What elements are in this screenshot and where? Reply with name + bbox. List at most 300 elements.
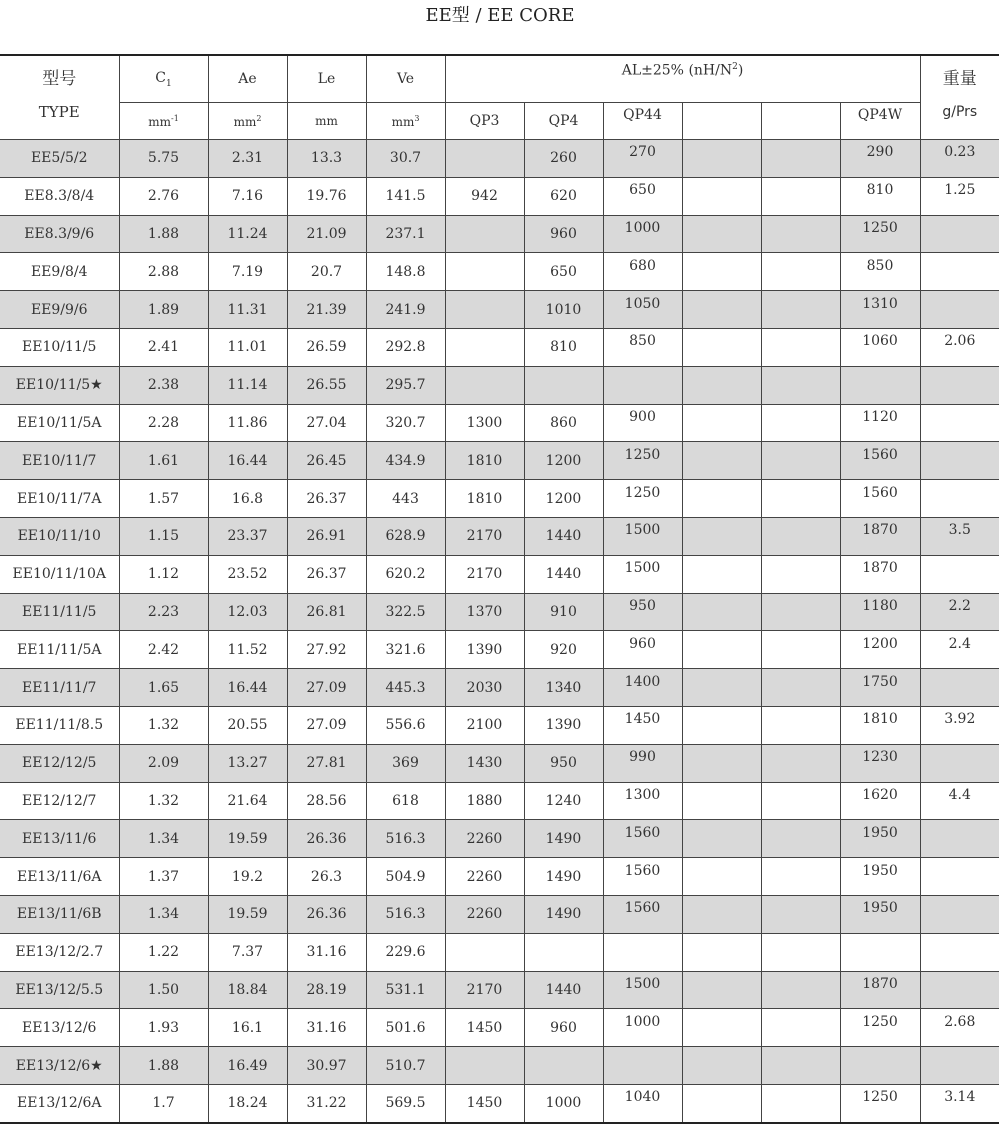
ve-cell: 620.2 [366, 555, 445, 593]
blank-col-2-header [761, 103, 840, 140]
qp4w-header: QP4W [840, 103, 920, 140]
blank-cell [682, 782, 761, 820]
ae-cell: 11.86 [208, 404, 287, 442]
qp4w-cell: 1870 [840, 971, 920, 1009]
qp4-cell: 1440 [524, 555, 603, 593]
table-row [0, 328, 999, 366]
blank-col-1-header [682, 103, 761, 140]
c1-cell: 1.34 [119, 895, 208, 933]
qp4-cell: 650 [524, 253, 603, 291]
type-cell: EE11/11/7 [0, 669, 119, 707]
qp4w-cell: 810 [840, 177, 920, 215]
blank-cell [761, 858, 840, 896]
type-cell: EE13/11/6A [0, 858, 119, 896]
type-cell: EE10/11/5 [0, 328, 119, 366]
table-row [0, 140, 999, 178]
ae-cell: 7.37 [208, 933, 287, 971]
qp4w-cell: 1950 [840, 858, 920, 896]
table-row [0, 517, 999, 555]
c1-cell: 2.38 [119, 366, 208, 404]
qp44-header: QP44 [603, 103, 682, 140]
le-cell: 21.39 [287, 291, 366, 329]
blank-cell [761, 291, 840, 329]
ve-cell: 321.6 [366, 631, 445, 669]
qp4-cell: 950 [524, 744, 603, 782]
c1-cell: 1.15 [119, 517, 208, 555]
blank-cell [761, 782, 840, 820]
type-cell: EE9/9/6 [0, 291, 119, 329]
table-row [0, 291, 999, 329]
ve-cell: 237.1 [366, 215, 445, 253]
ve-cell: 618 [366, 782, 445, 820]
table-row [0, 1084, 999, 1122]
type-cell: EE9/8/4 [0, 253, 119, 291]
weight-cell: 3.5 [920, 517, 999, 555]
table-row [0, 1009, 999, 1047]
ve-cell: 628.9 [366, 517, 445, 555]
blank-cell [761, 1084, 840, 1122]
le-cell: 27.09 [287, 706, 366, 744]
qp4w-cell [840, 1047, 920, 1085]
qp44-cell: 960 [603, 631, 682, 669]
table-row [0, 555, 999, 593]
qp3-cell [445, 140, 524, 178]
qp3-cell: 2170 [445, 555, 524, 593]
qp4-cell: 1200 [524, 480, 603, 518]
qp3-cell: 1450 [445, 1084, 524, 1122]
type-cell: EE5/5/2 [0, 140, 119, 178]
weight-cell [920, 744, 999, 782]
le-cell: 21.09 [287, 215, 366, 253]
qp3-cell [445, 328, 524, 366]
blank-cell [761, 480, 840, 518]
le-cell: 26.59 [287, 328, 366, 366]
le-cell: 31.16 [287, 933, 366, 971]
weight-cell: 2.4 [920, 631, 999, 669]
weight-cell: 2.06 [920, 328, 999, 366]
c1-cell: 5.75 [119, 140, 208, 178]
qp44-cell: 270 [603, 140, 682, 178]
blank-cell [682, 177, 761, 215]
qp3-cell: 1370 [445, 593, 524, 631]
ve-cell: 295.7 [366, 366, 445, 404]
le-cell: 27.81 [287, 744, 366, 782]
qp3-cell [445, 215, 524, 253]
qp4w-cell: 1870 [840, 555, 920, 593]
c1-cell: 1.88 [119, 1047, 208, 1085]
qp4w-cell: 1310 [840, 291, 920, 329]
qp3-cell [445, 1047, 524, 1085]
qp4w-cell: 1060 [840, 328, 920, 366]
ve-cell: 504.9 [366, 858, 445, 896]
le-cell: 26.45 [287, 442, 366, 480]
ve-cell: 369 [366, 744, 445, 782]
table-row [0, 593, 999, 631]
weight-cell [920, 669, 999, 707]
c1-cell: 2.76 [119, 177, 208, 215]
c1-cell: 1.37 [119, 858, 208, 896]
qp4-cell: 1440 [524, 971, 603, 1009]
ve-header: Ve [366, 55, 445, 103]
qp44-cell: 1300 [603, 782, 682, 820]
ae-cell: 11.24 [208, 215, 287, 253]
qp3-cell [445, 933, 524, 971]
c1-cell: 2.88 [119, 253, 208, 291]
table-row [0, 177, 999, 215]
qp4-cell: 910 [524, 593, 603, 631]
ae-cell: 18.84 [208, 971, 287, 1009]
blank-cell [682, 555, 761, 593]
ve-cell: 30.7 [366, 140, 445, 178]
blank-cell [682, 593, 761, 631]
blank-cell [682, 328, 761, 366]
blank-cell [761, 366, 840, 404]
blank-cell [682, 933, 761, 971]
blank-cell [761, 140, 840, 178]
blank-cell [682, 1047, 761, 1085]
qp4w-cell [840, 366, 920, 404]
qp4w-cell: 1560 [840, 480, 920, 518]
qp3-header: QP3 [445, 103, 524, 140]
table-row [0, 215, 999, 253]
qp44-cell: 1450 [603, 706, 682, 744]
weight-cell [920, 442, 999, 480]
type-en-header: TYPE [0, 103, 119, 140]
ae-cell: 7.16 [208, 177, 287, 215]
qp4-cell [524, 366, 603, 404]
blank-cell [682, 744, 761, 782]
qp44-cell: 1250 [603, 480, 682, 518]
le-cell: 28.56 [287, 782, 366, 820]
ae-cell: 16.44 [208, 442, 287, 480]
qp3-cell: 2260 [445, 858, 524, 896]
blank-cell [761, 177, 840, 215]
c1-cell: 2.42 [119, 631, 208, 669]
ae-cell: 11.01 [208, 328, 287, 366]
c1-cell: 1.12 [119, 555, 208, 593]
qp4-cell: 810 [524, 328, 603, 366]
blank-cell [682, 291, 761, 329]
qp4-cell: 920 [524, 631, 603, 669]
weight-cell [920, 971, 999, 1009]
le-cell: 26.37 [287, 480, 366, 518]
qp3-cell: 2030 [445, 669, 524, 707]
table-row [0, 971, 999, 1009]
qp3-cell: 2260 [445, 895, 524, 933]
weight-cell [920, 555, 999, 593]
type-header: 型号 [0, 55, 119, 103]
c1-cell: 1.32 [119, 782, 208, 820]
qp3-cell: 942 [445, 177, 524, 215]
qp4w-cell: 1200 [840, 631, 920, 669]
ae-cell: 21.64 [208, 782, 287, 820]
al-header: AL±25% $(nH/N^2)$ [445, 55, 920, 103]
weight-cell: 3.92 [920, 706, 999, 744]
ae-cell: 16.1 [208, 1009, 287, 1047]
qp44-cell: 650 [603, 177, 682, 215]
blank-cell [682, 215, 761, 253]
blank-cell [682, 140, 761, 178]
blank-cell [682, 631, 761, 669]
type-cell: EE8.3/8/4 [0, 177, 119, 215]
c1-cell: 1.32 [119, 706, 208, 744]
page-title: EE型 / EE CORE [425, 5, 575, 26]
qp4w-cell: 1250 [840, 215, 920, 253]
le-cell: 26.81 [287, 593, 366, 631]
qp3-cell: 1450 [445, 1009, 524, 1047]
type-cell: EE10/11/7A [0, 480, 119, 518]
ae-cell: 19.2 [208, 858, 287, 896]
qp44-cell [603, 1047, 682, 1085]
le-cell: 28.19 [287, 971, 366, 1009]
ae-cell: 23.52 [208, 555, 287, 593]
blank-cell [682, 1084, 761, 1122]
blank-cell [682, 480, 761, 518]
blank-cell [761, 593, 840, 631]
qp3-cell [445, 366, 524, 404]
blank-cell [761, 971, 840, 1009]
qp3-cell: 1300 [445, 404, 524, 442]
c1-cell: 1.50 [119, 971, 208, 1009]
ae-header: Ae [208, 55, 287, 103]
qp44-cell: 1250 [603, 442, 682, 480]
qp4w-cell: 1250 [840, 1009, 920, 1047]
qp4-cell: 860 [524, 404, 603, 442]
qp4w-cell: 1870 [840, 517, 920, 555]
c1-cell: 2.41 [119, 328, 208, 366]
qp4w-cell: 850 [840, 253, 920, 291]
table-row [0, 669, 999, 707]
qp4-cell: 1440 [524, 517, 603, 555]
qp4w-cell [840, 933, 920, 971]
blank-cell [682, 895, 761, 933]
type-cell: EE13/11/6 [0, 820, 119, 858]
qp4w-cell: 1950 [840, 895, 920, 933]
blank-cell [761, 895, 840, 933]
blank-cell [761, 328, 840, 366]
qp4w-cell: 1750 [840, 669, 920, 707]
qp4-cell: 620 [524, 177, 603, 215]
blank-cell [682, 366, 761, 404]
ve-cell: 531.1 [366, 971, 445, 1009]
qp3-cell [445, 253, 524, 291]
type-cell: EE10/11/5A [0, 404, 119, 442]
ae-cell: 11.52 [208, 631, 287, 669]
qp4-cell: 1000 [524, 1084, 603, 1122]
blank-cell [761, 933, 840, 971]
qp44-cell: 950 [603, 593, 682, 631]
ae-cell: 16.44 [208, 669, 287, 707]
ae-unit: $mm^2$ [208, 103, 287, 140]
qp3-cell: 2170 [445, 517, 524, 555]
le-cell: 26.37 [287, 555, 366, 593]
qp4-cell: 1490 [524, 820, 603, 858]
ae-cell: 11.31 [208, 291, 287, 329]
c1-cell: 1.88 [119, 215, 208, 253]
table-row [0, 631, 999, 669]
qp4-cell: 960 [524, 215, 603, 253]
blank-cell [682, 858, 761, 896]
le-cell: 27.09 [287, 669, 366, 707]
ae-cell: 11.14 [208, 366, 287, 404]
blank-cell [682, 706, 761, 744]
le-cell: 19.76 [287, 177, 366, 215]
header-row-2 [0, 103, 999, 140]
ae-cell: 16.49 [208, 1047, 287, 1085]
qp4w-cell: 1180 [840, 593, 920, 631]
weight-cell [920, 1047, 999, 1085]
weight-unit-header: g/Prs [920, 103, 999, 140]
qp44-cell: 1400 [603, 669, 682, 707]
qp4-cell: 1390 [524, 706, 603, 744]
qp4-cell: 260 [524, 140, 603, 178]
c1-cell: 2.28 [119, 404, 208, 442]
weight-cell [920, 480, 999, 518]
ve-cell: 322.5 [366, 593, 445, 631]
qp44-cell: 1560 [603, 895, 682, 933]
le-header: Le [287, 55, 366, 103]
qp44-cell: 680 [603, 253, 682, 291]
qp4-cell: 1240 [524, 782, 603, 820]
weight-cell: 4.4 [920, 782, 999, 820]
qp3-cell: 2170 [445, 971, 524, 1009]
le-cell: 26.36 [287, 820, 366, 858]
qp3-cell: 2260 [445, 820, 524, 858]
qp4w-cell: 1560 [840, 442, 920, 480]
qp3-cell: 1880 [445, 782, 524, 820]
qp3-cell: 1810 [445, 442, 524, 480]
le-cell: 26.36 [287, 895, 366, 933]
qp3-cell: 2100 [445, 706, 524, 744]
c1-cell: 2.09 [119, 744, 208, 782]
weight-cell [920, 366, 999, 404]
blank-cell [682, 669, 761, 707]
weight-cell [920, 215, 999, 253]
table-row [0, 1047, 999, 1085]
le-cell: 31.16 [287, 1009, 366, 1047]
qp4-cell: 960 [524, 1009, 603, 1047]
type-cell: EE12/12/7 [0, 782, 119, 820]
type-cell: EE11/11/8.5 [0, 706, 119, 744]
table-row [0, 253, 999, 291]
type-cell: EE11/11/5A [0, 631, 119, 669]
type-cell: EE10/11/5★ [0, 366, 119, 404]
c1-cell: 1.61 [119, 442, 208, 480]
qp4w-cell: 1120 [840, 404, 920, 442]
ae-cell: 13.27 [208, 744, 287, 782]
ae-cell: 20.55 [208, 706, 287, 744]
ve-unit: $mm^3$ [366, 103, 445, 140]
qp4w-cell: 1950 [840, 820, 920, 858]
weight-cell [920, 820, 999, 858]
ve-cell: 556.6 [366, 706, 445, 744]
qp4-cell: 1340 [524, 669, 603, 707]
type-cell: EE13/12/6 [0, 1009, 119, 1047]
qp44-cell [603, 933, 682, 971]
qp3-cell: 1430 [445, 744, 524, 782]
blank-cell [682, 820, 761, 858]
table-row [0, 366, 999, 404]
table-row [0, 442, 999, 480]
ve-cell: 320.7 [366, 404, 445, 442]
le-cell: 27.04 [287, 404, 366, 442]
type-cell: EE13/12/6★ [0, 1047, 119, 1085]
type-cell: EE13/12/5.5 [0, 971, 119, 1009]
le-cell: 26.91 [287, 517, 366, 555]
type-cell: EE13/12/2.7 [0, 933, 119, 971]
ve-cell: 445.3 [366, 669, 445, 707]
blank-cell [761, 706, 840, 744]
blank-cell [761, 669, 840, 707]
blank-cell [682, 253, 761, 291]
header-row-1 [0, 55, 999, 103]
weight-cell: 0.23 [920, 140, 999, 178]
ve-cell: 516.3 [366, 820, 445, 858]
blank-cell [761, 555, 840, 593]
qp44-cell: 1560 [603, 858, 682, 896]
c1-cell: 1.7 [119, 1084, 208, 1122]
c1-unit: $mm^{-1}$ [119, 103, 208, 140]
blank-cell [761, 744, 840, 782]
qp4w-cell: 1230 [840, 744, 920, 782]
table-row [0, 404, 999, 442]
table-row [0, 933, 999, 971]
blank-cell [761, 253, 840, 291]
weight-cell [920, 895, 999, 933]
qp44-cell: 1500 [603, 517, 682, 555]
qp44-cell: 1560 [603, 820, 682, 858]
ve-cell: 229.6 [366, 933, 445, 971]
ae-cell: 2.31 [208, 140, 287, 178]
c1-cell: 1.22 [119, 933, 208, 971]
c1-cell: 1.89 [119, 291, 208, 329]
qp3-cell [445, 291, 524, 329]
qp44-cell: 850 [603, 328, 682, 366]
qp44-cell [603, 366, 682, 404]
c1-cell: 1.65 [119, 669, 208, 707]
type-cell: EE11/11/5 [0, 593, 119, 631]
weight-cell: 2.2 [920, 593, 999, 631]
type-cell: EE13/12/6A [0, 1084, 119, 1122]
blank-cell [682, 1009, 761, 1047]
qp4-cell: 1490 [524, 858, 603, 896]
qp44-cell: 1500 [603, 555, 682, 593]
type-cell: EE10/11/10A [0, 555, 119, 593]
blank-cell [682, 442, 761, 480]
blank-cell [682, 517, 761, 555]
le-cell: 31.22 [287, 1084, 366, 1122]
weight-header: 重量 [920, 55, 999, 103]
ve-cell: 141.5 [366, 177, 445, 215]
type-cell: EE10/11/7 [0, 442, 119, 480]
c1-cell: 1.57 [119, 480, 208, 518]
qp44-cell: 1050 [603, 291, 682, 329]
le-cell: 27.92 [287, 631, 366, 669]
type-cell: EE13/11/6B [0, 895, 119, 933]
qp44-cell: 1040 [603, 1084, 682, 1122]
qp4-cell: 1490 [524, 895, 603, 933]
ve-cell: 292.8 [366, 328, 445, 366]
ve-cell: 443 [366, 480, 445, 518]
ae-cell: 16.8 [208, 480, 287, 518]
ae-cell: 19.59 [208, 895, 287, 933]
weight-cell [920, 933, 999, 971]
weight-cell: 1.25 [920, 177, 999, 215]
qp4-cell: 1200 [524, 442, 603, 480]
weight-cell [920, 404, 999, 442]
le-cell: 13.3 [287, 140, 366, 178]
ve-cell: 148.8 [366, 253, 445, 291]
